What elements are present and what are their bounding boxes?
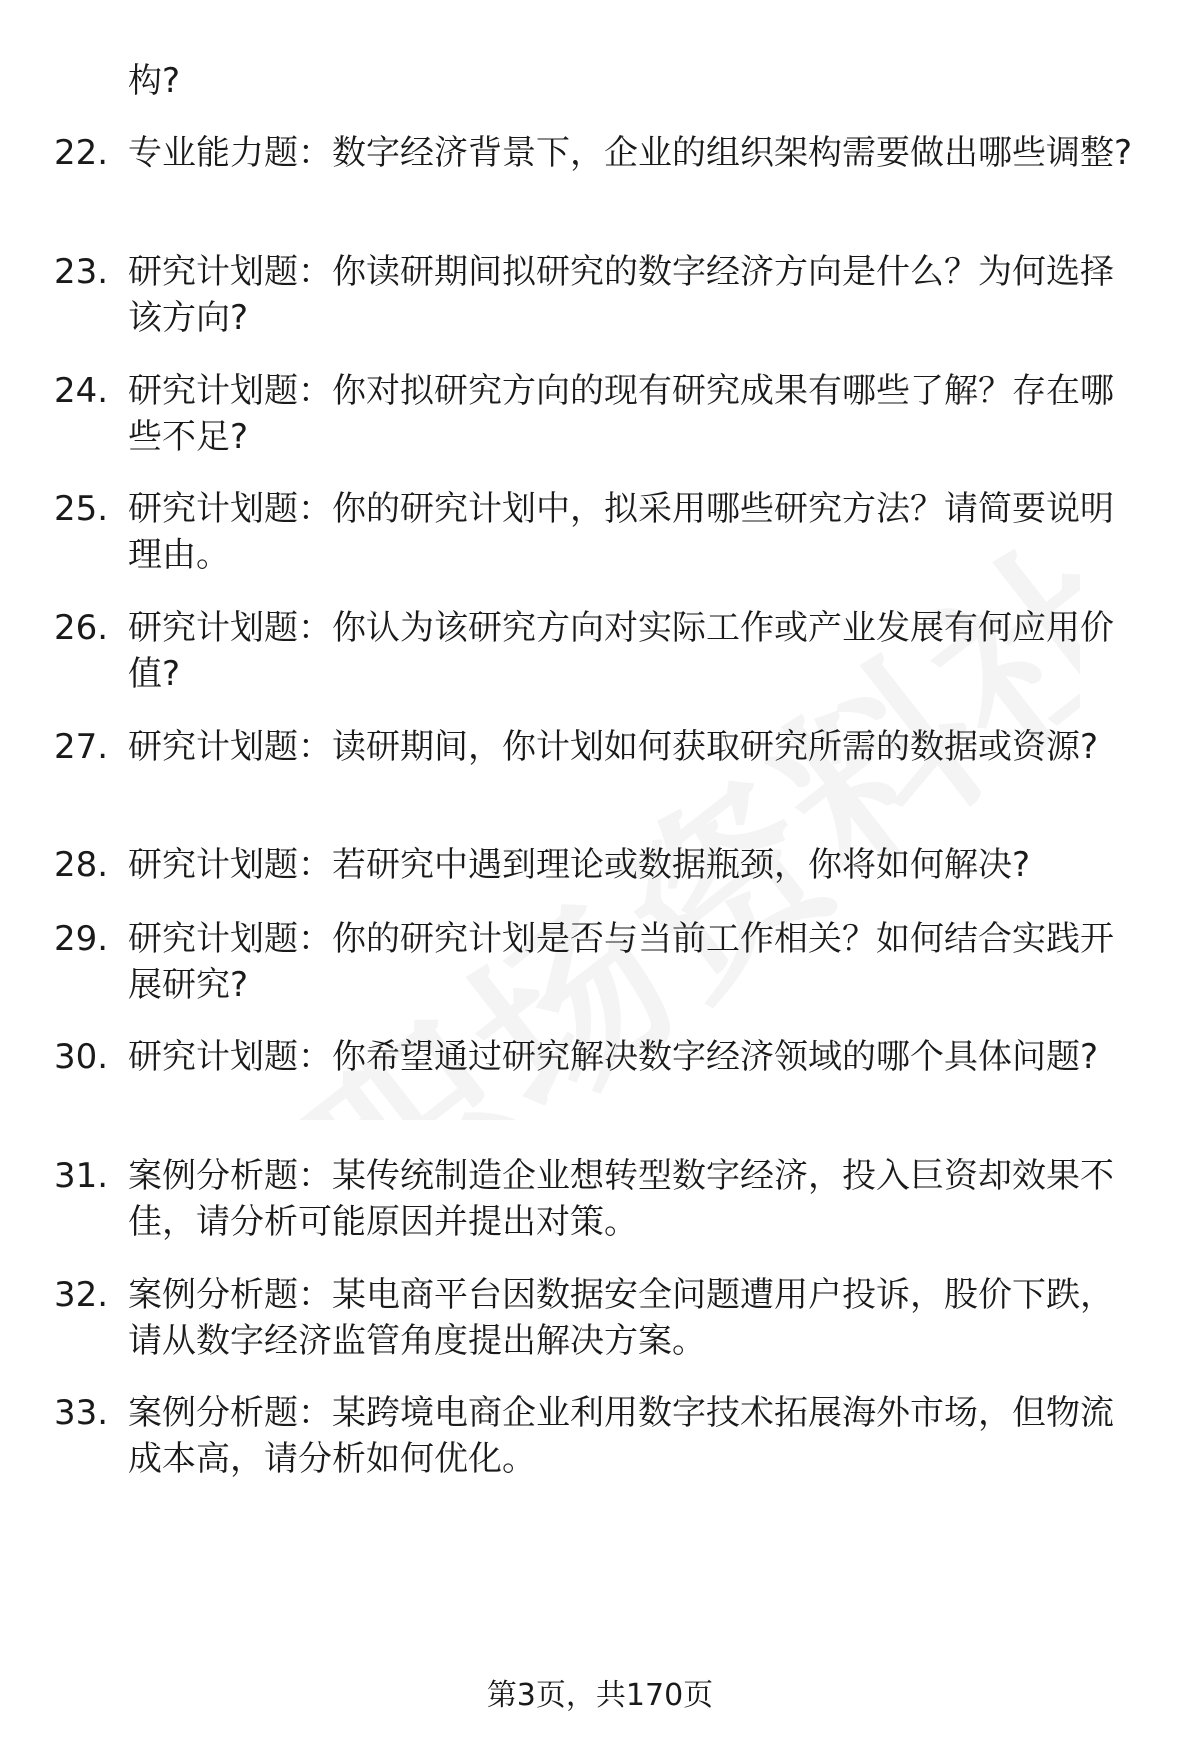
item-text: 研究计划题：你的研究计划中，拟采用哪些研究方法？请简要说明理由。: [128, 489, 1114, 575]
page-footer: 第3页，共170页: [486, 1678, 714, 1713]
item-number: 30.: [54, 1037, 109, 1077]
item-text: 研究计划题：你对拟研究方向的现有研究成果有哪些了解？存在哪些不足?: [128, 371, 1114, 457]
item-number: 31.: [54, 1156, 109, 1196]
item-number: 25.: [54, 489, 109, 529]
item-number: 32.: [54, 1275, 109, 1315]
item-number: 26.: [54, 608, 109, 648]
item-number: 22.: [54, 133, 109, 173]
item-text: 案例分析题：某传统制造企业想转型数字经济，投入巨资却效果不佳，请分析可能原因并提出对策。: [128, 1156, 1114, 1242]
item-text: 研究计划题：你的研究计划是否与当前工作相关？如何结合实践开展研究?: [128, 919, 1114, 1005]
item-text: 研究计划题：读研期间，你计划如何获取研究所需的数据或资源?: [128, 727, 1099, 767]
item-number: 29.: [54, 919, 109, 959]
item-number: 24.: [54, 371, 109, 411]
item-text: 研究计划题：你希望通过研究解决数字经济领域的哪个具体问题?: [128, 1037, 1099, 1077]
continuation-text: 构?: [128, 61, 181, 101]
item-text: 研究计划题：你认为该研究方向对实际工作或产业发展有何应用价值?: [128, 608, 1114, 694]
item-text: 案例分析题：某跨境电商企业利用数字技术拓展海外市场，但物流成本高，请分析如何优化。: [128, 1393, 1114, 1479]
item-text: 研究计划题：你读研期间拟研究的数字经济方向是什么？为何选择该方向?: [128, 252, 1114, 338]
item-number: 23.: [54, 252, 109, 292]
item-number: 27.: [54, 727, 109, 767]
item-text: 专业能力题：数字经济背景下，企业的组织架构需要做出哪些调整?: [128, 133, 1133, 173]
item-text: 案例分析题：某电商平台因数据安全问题遭用户投诉，股价下跌，请从数字经济监管角度提出解决方案。: [128, 1275, 1114, 1361]
item-text: 研究计划题：若研究中遇到理论或数据瓶颈，你将如何解决?: [128, 845, 1031, 885]
item-number: 28.: [54, 845, 109, 885]
item-number: 33.: [54, 1393, 109, 1433]
